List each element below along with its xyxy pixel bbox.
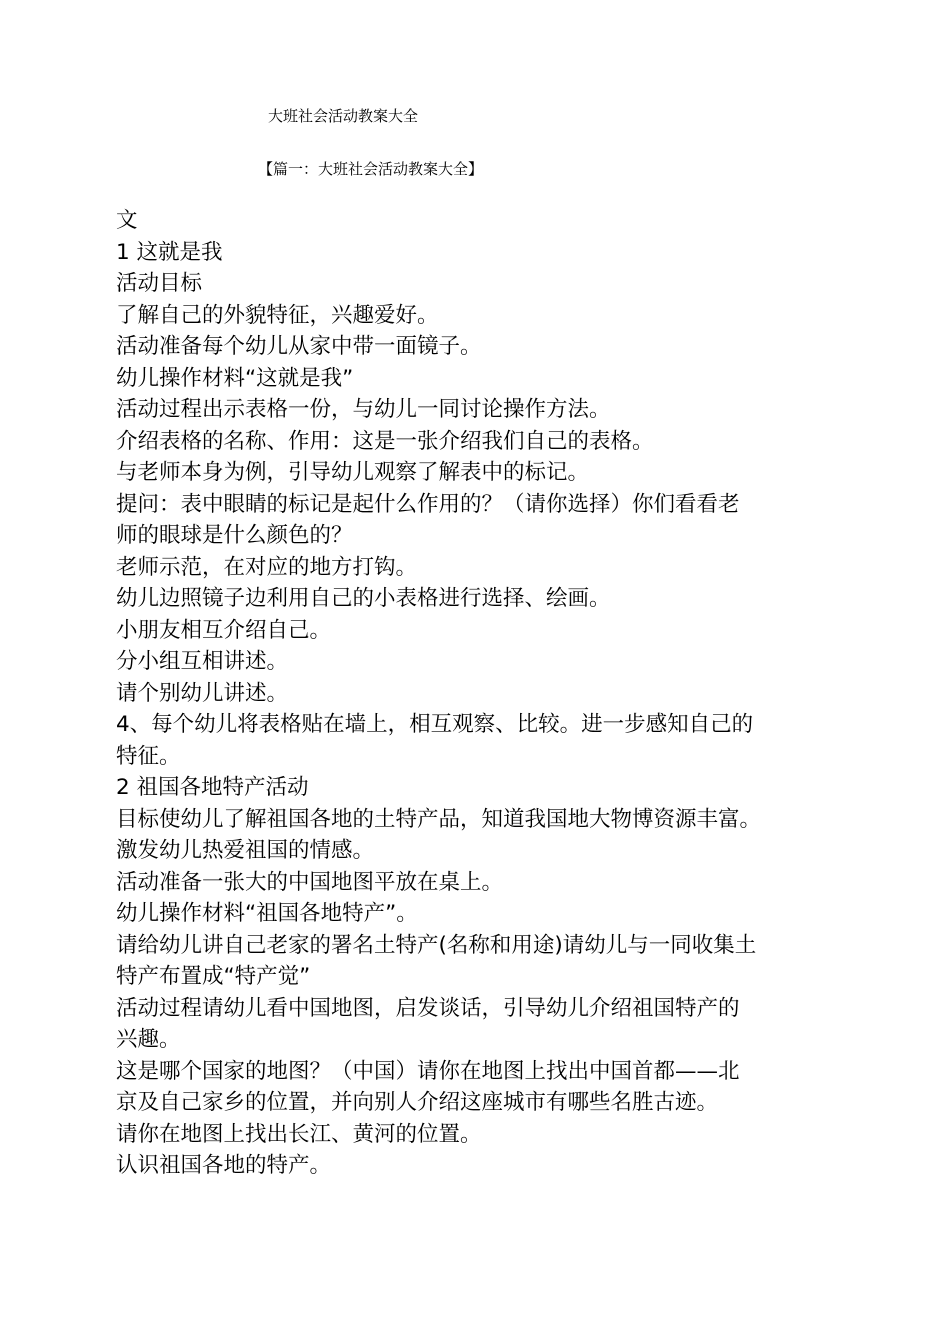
body-line: 小朋友相互介绍自己。 (116, 617, 332, 643)
body-line: 了解自己的外貌特征，兴趣爱好。 (116, 302, 439, 328)
body-line: 特产布置成“特产觉” (116, 964, 311, 989)
body-line: 活动目标 (116, 271, 203, 296)
body-line: 与老师本身为例，引导幼儿观察了解表中的标记。 (116, 460, 590, 485)
body-line: 文 (116, 208, 138, 233)
body-line: 提问：表中眼睛的标记是起什么作用的？（请你选择）你们看看老 (116, 491, 740, 517)
body-line: 京及自己家乡的位置，并向别人介绍这座城市有哪些名胜古迹。 (116, 1090, 719, 1115)
document-body (116, 205, 836, 1182)
body-line: 幼儿边照镜子边利用自己的小表格进行选择、绘画。 (116, 586, 611, 611)
document-subtitle: 【篇一：大班社会活动教案大全】 (258, 160, 484, 178)
body-line: 兴趣。 (116, 1027, 181, 1052)
body-line: 请个别幼儿讲述。 (116, 680, 289, 706)
body-line: 老师示范，在对应的地方打钩。 (116, 554, 418, 580)
body-line: 这是哪个国家的地图？（中国）请你在地图上找出中国首都——北 (116, 1058, 740, 1084)
body-line: 激发幼儿热爱祖国的情感。 (116, 838, 375, 863)
section-heading: 1 这就是我 (116, 239, 223, 265)
body-line: 认识祖国各地的特产。 (116, 1153, 332, 1178)
body-line: 4、每个幼儿将表格贴在墙上，相互观察、比较。进一步感知自己的 (116, 712, 754, 737)
body-line: 活动过程出示表格一份，与幼儿一同讨论操作方法。 (116, 397, 611, 422)
body-line: 请给幼儿讲自己老家的署名土特产(名称和用途)请幼儿与一同收集土 (116, 932, 757, 958)
body-line: 介绍表格的名称、作用：这是一张介绍我们自己的表格。 (116, 428, 654, 454)
document-title: 大班社会活动教案大全 (268, 107, 419, 125)
body-line: 活动过程请幼儿看中国地图，启发谈话，引导幼儿介绍祖国特产的 (116, 995, 740, 1021)
body-line: 活动准备每个幼儿从家中带一面镜子。 (116, 334, 482, 359)
body-line: 分小组互相讲述。 (116, 649, 289, 674)
body-line: 请你在地图上找出长江、黄河的位置。 (116, 1121, 482, 1147)
body-line: 幼儿操作材料“祖国各地特产”。 (116, 901, 418, 926)
body-line: 师的眼球是什么颜色的？ (116, 523, 353, 548)
section-heading: 2 祖国各地特产活动 (116, 775, 309, 800)
body-line: 幼儿操作材料“这就是我” (116, 365, 354, 391)
body-line: 活动准备一张大的中国地图平放在桌上。 (116, 869, 504, 895)
body-line: 目标使幼儿了解祖国各地的土特产品，知道我国地大物博资源丰富。 (116, 806, 762, 832)
body-line: 特征。 (116, 743, 181, 769)
